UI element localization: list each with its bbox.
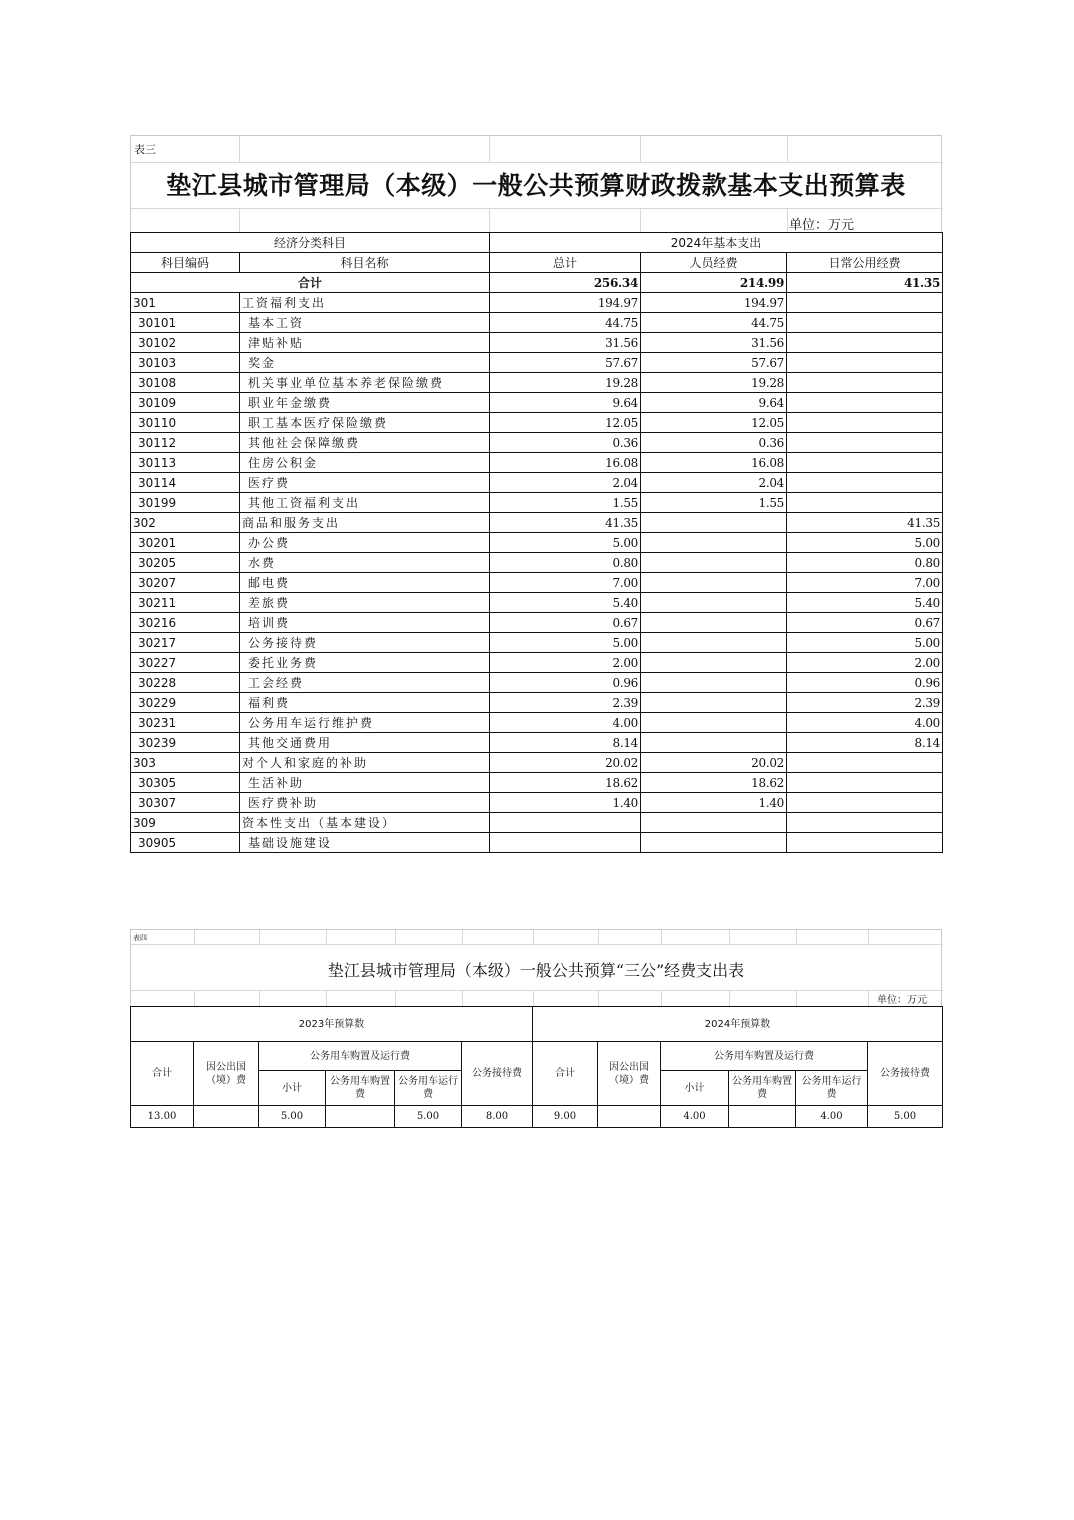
row-personnel: 19.28 [641, 373, 787, 393]
total-total: 256.34 [490, 273, 641, 293]
row-total: 0.36 [490, 433, 641, 453]
col-reception-2023: 公务接待费 [462, 1042, 533, 1106]
row-code: 30102 [131, 333, 240, 353]
col-subtotal-2024: 小计 [661, 1071, 729, 1106]
row-name: 其他社会保障缴费 [240, 433, 490, 453]
row-total: 194.97 [490, 293, 641, 313]
row-personnel: 9.64 [641, 393, 787, 413]
row-total: 7.00 [490, 573, 641, 593]
row-code: 30229 [131, 693, 240, 713]
header-total: 总计 [490, 253, 641, 273]
row-public [787, 833, 943, 853]
val-subtotal-2023: 5.00 [259, 1106, 326, 1128]
col-total-2024: 合计 [533, 1042, 598, 1106]
row-code: 30228 [131, 673, 240, 693]
row-code: 302 [131, 513, 240, 533]
row-code: 30109 [131, 393, 240, 413]
row-total: 0.67 [490, 613, 641, 633]
val-reception-2024: 5.00 [868, 1106, 943, 1128]
row-name: 机关事业单位基本养老保险缴费 [240, 373, 490, 393]
row-total: 0.80 [490, 553, 641, 573]
row-personnel [641, 593, 787, 613]
three-public-expenses-table [130, 929, 942, 1128]
values-row [131, 1106, 943, 1128]
row-code: 30101 [131, 313, 240, 333]
row-code: 30207 [131, 573, 240, 593]
row-total: 2.00 [490, 653, 641, 673]
row-code: 303 [131, 753, 240, 773]
row-name: 公务用车运行维护费 [240, 713, 490, 733]
row-personnel: 57.67 [641, 353, 787, 373]
row-public [787, 493, 943, 513]
row-name: 其他交通费用 [240, 733, 490, 753]
row-name: 基本工资 [240, 313, 490, 333]
header-name: 科目名称 [240, 253, 490, 273]
row-public: 5.40 [787, 593, 943, 613]
table-row [131, 533, 943, 553]
row-code: 30112 [131, 433, 240, 453]
table-row [131, 373, 943, 393]
table4-title: 垫江县城市管理局（本级）一般公共预算“三公”经费支出表 [327, 961, 745, 980]
row-name: 职工基本医疗保险缴费 [240, 413, 490, 433]
row-public: 0.67 [787, 613, 943, 633]
val-total-2023: 13.00 [131, 1106, 194, 1128]
row-code: 30305 [131, 773, 240, 793]
table-row [131, 773, 943, 793]
val-purchase-2023 [326, 1106, 395, 1128]
row-code: 30211 [131, 593, 240, 613]
row-total: 44.75 [490, 313, 641, 333]
row-public [787, 333, 943, 353]
row-name: 医疗费 [240, 473, 490, 493]
total-label: 合计 [131, 273, 490, 293]
row-code: 30216 [131, 613, 240, 633]
row-code: 309 [131, 813, 240, 833]
row-name: 奖金 [240, 353, 490, 373]
row-personnel: 194.97 [641, 293, 787, 313]
table-row [131, 793, 943, 813]
table3-grid [130, 232, 943, 853]
val-run-2024: 4.00 [796, 1106, 868, 1128]
row-personnel: 2.04 [641, 473, 787, 493]
row-personnel [641, 533, 787, 553]
row-total: 5.40 [490, 593, 641, 613]
row-name: 津贴补贴 [240, 333, 490, 353]
row-public: 0.96 [787, 673, 943, 693]
col-purchase-2024: 公务用车购置费 [729, 1071, 796, 1106]
row-name: 委托业务费 [240, 653, 490, 673]
val-reception-2023: 8.00 [462, 1106, 533, 1128]
table-row [131, 593, 943, 613]
table3-title: 垫江县城市管理局（本级）一般公共预算财政拨款基本支出预算表 [166, 171, 906, 200]
row-code: 30231 [131, 713, 240, 733]
row-personnel [641, 653, 787, 673]
header-personnel: 人员经费 [641, 253, 787, 273]
row-total: 0.96 [490, 673, 641, 693]
row-code: 30205 [131, 553, 240, 573]
table-row [131, 333, 943, 353]
col-run-2023: 公务用车运行费 [395, 1071, 462, 1106]
table-row [131, 553, 943, 573]
row-name: 差旅费 [240, 593, 490, 613]
group-2024: 2024年预算数 [533, 1007, 943, 1042]
row-personnel [641, 553, 787, 573]
row-name: 工会经费 [240, 673, 490, 693]
table3-tag: 表三 [134, 143, 156, 156]
table-row [131, 753, 943, 773]
table-row [131, 393, 943, 413]
row-total [490, 813, 641, 833]
table-row [131, 293, 943, 313]
row-code: 30114 [131, 473, 240, 493]
row-total: 12.05 [490, 413, 641, 433]
row-public [787, 373, 943, 393]
table4-header-area [130, 929, 942, 1006]
row-code: 30239 [131, 733, 240, 753]
table-row [131, 353, 943, 373]
row-name: 商品和服务支出 [240, 513, 490, 533]
row-personnel: 44.75 [641, 313, 787, 333]
row-personnel: 16.08 [641, 453, 787, 473]
row-total: 2.04 [490, 473, 641, 493]
table-row [131, 313, 943, 333]
row-total: 2.39 [490, 693, 641, 713]
row-public: 2.39 [787, 693, 943, 713]
total-row [131, 273, 943, 293]
row-personnel [641, 713, 787, 733]
table-row [131, 433, 943, 453]
col-vehicle-2023: 公务用车购置及运行费 [259, 1042, 462, 1071]
row-public [787, 813, 943, 833]
row-total: 8.14 [490, 733, 641, 753]
row-personnel [641, 633, 787, 653]
row-public [787, 753, 943, 773]
val-total-2024: 9.00 [533, 1106, 598, 1128]
row-personnel [641, 733, 787, 753]
table-row [131, 413, 943, 433]
row-public [787, 413, 943, 433]
row-total: 41.35 [490, 513, 641, 533]
table-row [131, 733, 943, 753]
row-total: 19.28 [490, 373, 641, 393]
row-total: 1.55 [490, 493, 641, 513]
row-total: 57.67 [490, 353, 641, 373]
row-code: 301 [131, 293, 240, 313]
col-abroad-2023: 因公出国（境）费 [194, 1042, 259, 1106]
row-personnel [641, 673, 787, 693]
val-purchase-2024 [729, 1106, 796, 1128]
val-subtotal-2024: 4.00 [661, 1106, 729, 1128]
col-abroad-2024: 因公出国（境）费 [598, 1042, 661, 1106]
table-row [131, 833, 943, 853]
row-code: 30217 [131, 633, 240, 653]
table-row [131, 613, 943, 633]
row-public [787, 353, 943, 373]
row-total: 9.64 [490, 393, 641, 413]
row-public: 8.14 [787, 733, 943, 753]
group-2023: 2023年预算数 [131, 1007, 533, 1042]
row-public [787, 793, 943, 813]
row-total: 5.00 [490, 633, 641, 653]
row-code: 30199 [131, 493, 240, 513]
row-personnel: 1.40 [641, 793, 787, 813]
row-name: 邮电费 [240, 573, 490, 593]
table-row [131, 493, 943, 513]
table3-header-area [130, 135, 942, 232]
row-code: 30108 [131, 373, 240, 393]
row-personnel [641, 693, 787, 713]
row-public: 2.00 [787, 653, 943, 673]
row-total: 1.40 [490, 793, 641, 813]
row-personnel: 1.55 [641, 493, 787, 513]
row-code: 30110 [131, 413, 240, 433]
row-code: 30905 [131, 833, 240, 853]
row-name: 资本性支出（基本建设） [240, 813, 490, 833]
row-public: 4.00 [787, 713, 943, 733]
row-code: 30103 [131, 353, 240, 373]
table4-unit: 单位：万元 [877, 995, 927, 1006]
total-public: 41.35 [787, 273, 943, 293]
col-subtotal-2023: 小计 [259, 1071, 326, 1106]
row-personnel [641, 613, 787, 633]
row-public [787, 473, 943, 493]
row-personnel: 20.02 [641, 753, 787, 773]
row-name: 福利费 [240, 693, 490, 713]
row-code: 30113 [131, 453, 240, 473]
header-2024-basic: 2024年基本支出 [490, 233, 943, 253]
row-public: 0.80 [787, 553, 943, 573]
row-public: 5.00 [787, 533, 943, 553]
row-total: 5.00 [490, 533, 641, 553]
row-total: 31.56 [490, 333, 641, 353]
row-name: 医疗费补助 [240, 793, 490, 813]
table-row [131, 813, 943, 833]
table-row [131, 693, 943, 713]
row-public [787, 453, 943, 473]
row-public [787, 293, 943, 313]
row-total: 20.02 [490, 753, 641, 773]
row-personnel [641, 813, 787, 833]
row-public [787, 773, 943, 793]
row-personnel [641, 573, 787, 593]
row-name: 水费 [240, 553, 490, 573]
row-name: 公务接待费 [240, 633, 490, 653]
header-public: 日常公用经费 [787, 253, 943, 273]
row-public: 41.35 [787, 513, 943, 533]
header-economic-category: 经济分类科目 [131, 233, 490, 253]
row-name: 对个人和家庭的补助 [240, 753, 490, 773]
row-name: 工资福利支出 [240, 293, 490, 313]
row-total: 16.08 [490, 453, 641, 473]
row-name: 生活补助 [240, 773, 490, 793]
val-run-2023: 5.00 [395, 1106, 462, 1128]
row-code: 30201 [131, 533, 240, 553]
col-vehicle-2024: 公务用车购置及运行费 [661, 1042, 868, 1071]
row-personnel: 31.56 [641, 333, 787, 353]
row-name: 住房公积金 [240, 453, 490, 473]
row-total: 18.62 [490, 773, 641, 793]
table4-grid [130, 1006, 943, 1128]
table4-tag: 表四 [133, 934, 147, 942]
row-name: 基础设施建设 [240, 833, 490, 853]
table-row [131, 453, 943, 473]
table-row [131, 473, 943, 493]
basic-expenditure-table [130, 135, 942, 853]
row-public [787, 313, 943, 333]
row-total [490, 833, 641, 853]
val-abroad-2023 [194, 1106, 259, 1128]
col-reception-2024: 公务接待费 [868, 1042, 943, 1106]
row-personnel: 18.62 [641, 773, 787, 793]
header-code: 科目编码 [131, 253, 240, 273]
row-name: 职业年金缴费 [240, 393, 490, 413]
row-personnel [641, 513, 787, 533]
row-name: 办公费 [240, 533, 490, 553]
total-personnel: 214.99 [641, 273, 787, 293]
col-run-2024: 公务用车运行费 [796, 1071, 868, 1106]
row-personnel: 0.36 [641, 433, 787, 453]
table-row [131, 673, 943, 693]
row-public [787, 433, 943, 453]
row-public: 7.00 [787, 573, 943, 593]
row-code: 30227 [131, 653, 240, 673]
table-row [131, 653, 943, 673]
val-abroad-2024 [598, 1106, 661, 1128]
row-code: 30307 [131, 793, 240, 813]
row-personnel: 12.05 [641, 413, 787, 433]
table-row [131, 633, 943, 653]
table-row [131, 513, 943, 533]
col-total-2023: 合计 [131, 1042, 194, 1106]
row-name: 其他工资福利支出 [240, 493, 490, 513]
table-row [131, 573, 943, 593]
table-row [131, 713, 943, 733]
row-public: 5.00 [787, 633, 943, 653]
row-name: 培训费 [240, 613, 490, 633]
row-personnel [641, 833, 787, 853]
table3-unit: 单位：万元 [789, 218, 855, 233]
col-purchase-2023: 公务用车购置费 [326, 1071, 395, 1106]
row-total: 4.00 [490, 713, 641, 733]
row-public [787, 393, 943, 413]
